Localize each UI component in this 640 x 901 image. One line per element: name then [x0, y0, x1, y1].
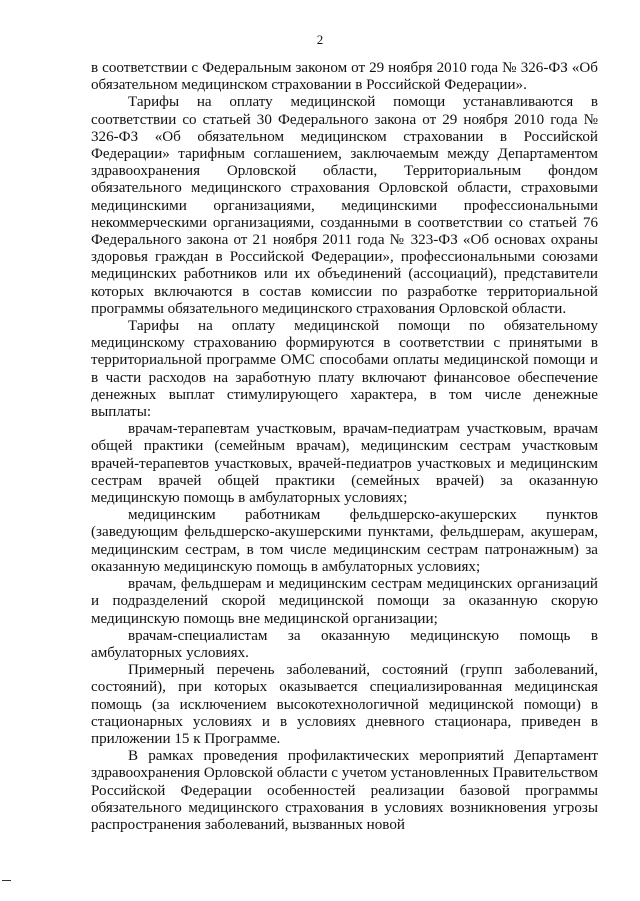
paragraph-continuation: в соответствии с Федеральным законом от 29 ноября 2010 года № 326-ФЗ «Об обязательном медицинском страховании в Российской Федерации».	[91, 60, 598, 94]
list-item-emergency-care: врачам, фельдшерам и медицинским сестрам медицинских организаций и подразделений скорой медицинской помощи за оказанную скорую медицинскую помощь вне медицинской организации;	[91, 576, 598, 627]
list-item-specialists: врачам-специалистам за оказанную медицинскую помощь в амбулаторных условиях.	[91, 627, 598, 661]
scan-mark	[2, 880, 11, 881]
paragraph-tariffs-formation: Тарифы на оплату медицинской помощи по обязательному медицинскому страхованию формируются в соответствии с принятыми в территориальной программе ОМС способами оплаты медицинской помощи и в части расходов на заработную плату включают финансовое обеспечение денежных выплат стимулирующего характера, в том числе денежные выплаты:	[91, 318, 598, 421]
document-body	[91, 60, 598, 834]
list-item-district-doctors: врачам-терапевтам участковым, врачам-педиатрам участковым, врачам общей практики (семейным врачам), медицинским сестрам участковым врачей-терапевтов участковых, врачей-педиатров участковых и медицинским сестрам врачей общей практики (семейных врачей) за оказанную медицинскую помощь в амбулаторных условиях;	[91, 421, 598, 507]
page-number: 2	[316, 32, 324, 47]
list-item-feldsher-points: медицинским работникам фельдшерско-акушерских пунктов (заведующим фельдшерско-акушерскими пунктами, фельдшерам, акушерам, медицинским сестрам, в том числе медицинским сестрам патронажным) за оказанную медицинскую помощь в амбулаторных условиях;	[91, 507, 598, 575]
paragraph-preventive-measures: В рамках проведения профилактических мероприятий Департамент здравоохранения Орловской области с учетом установленных Правительством Российской Федерации особенностей реализации базовой программы обязательного медицинского страхования в условиях возникновения угрозы распространения заболеваний, вызванных новой	[91, 748, 598, 833]
paragraph-tariffs-establishment: Тарифы на оплату медицинской помощи устанавливаются в соответствии со статьей 30 Федерального закона от 29 ноября 2010 года № 326-ФЗ «Об обязательном медицинском страховании в Российской Федерации» тарифным соглашением, заключаемым между Департаментом здравоохранения Орловской области, Территориальным фондом обязательного медицинского страхования Орловской области, страховыми медицинскими организациями, медицинскими профессиональными некоммерческими организациями, созданными в соответствии со статьей 76 Федерального закона от 21 ноября 2011 года № 323-ФЗ «Об основах охраны здоровья граждан в Российской Федерации», профессиональными союзами медицинских работников или их объединений (ассоциаций), представители которых включаются в состав комиссии по разработке территориальной программы обязательного медицинского страхования Орловской области.	[91, 94, 598, 317]
paragraph-specialized-care-list: Примерный перечень заболеваний, состояний (групп заболеваний, состояний), при которых оказывается специализированная медицинская помощь (за исключением высокотехнологичной медицинской помощи) в стационарных условиях и в условиях дневного стационара, приведен в приложении 15 к Программе.	[91, 662, 598, 747]
